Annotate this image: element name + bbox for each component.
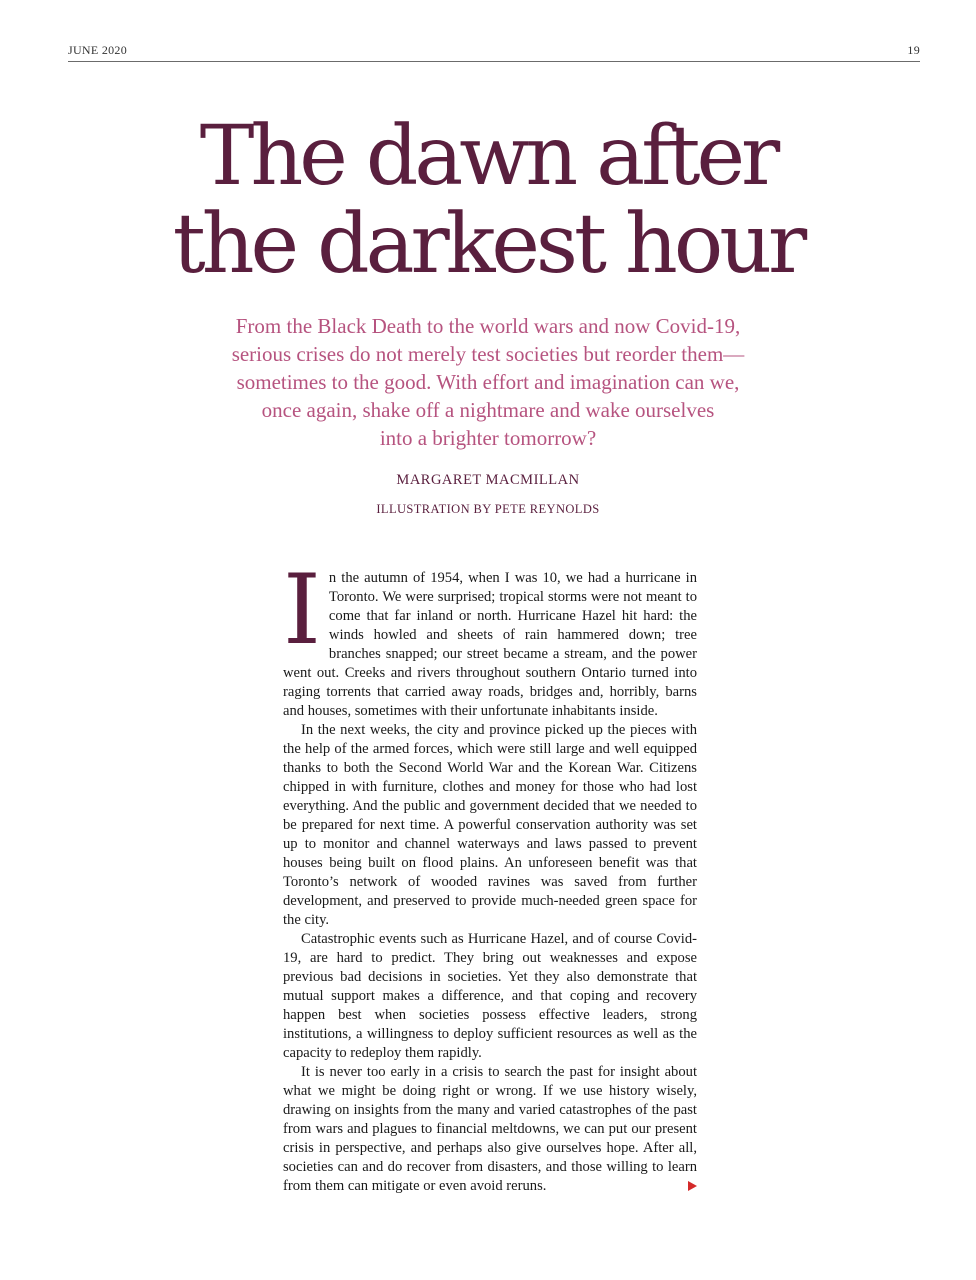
- standfirst-line: From the Black Death to the world wars and now Covid-19,: [235, 314, 741, 338]
- body-paragraph: In the next weeks, the city and province picked up the pieces with the help of the armed forces, which were still large and well equipped thanks to both the Second World War and the Korean War. Citizens chipped in with furniture, clothes and money for those who had lost everything. And the public and government decided that we needed to be prepared for next time. A powerful conservation authority was set up to monitor and channel waterways and laws passed to prevent houses being built on flood plains. An unforeseen benefit was that Toronto’s network of wooded ravines was saved from further development, and preserved to provide much-needed green space for the city.: [283, 722, 697, 928]
- paragraph-text: It is never too early in a crisis to search the past for insight about what we might be doing right or wrong. If we use history wisely, drawing on insights from the many and varied catastrophes of the past from wars and plagues to financial meltdowns, we can put our present crisis in perspective, and perhaps also give ourselves hope. After all, societies can and do recover from disasters, and those willing to learn from them can mitigate or even avoid reruns.: [283, 1064, 697, 1194]
- standfirst-line: sometimes to the good. With effort and imagination can we,: [236, 370, 740, 394]
- article-standfirst: [180, 312, 796, 452]
- paragraph-text: n the autumn of 1954, when I was 10, we had a hurricane in Toronto. We were surprised; tropical storms were not meant to come that far inland or north. Hurricane Hazel hit hard: the winds howled and sheets of rain hammered down; tree branches snapped; our street became a stream, and the power went out. Creeks and rivers throughout southern Ontario turned into raging torrents that carried away roads, bridges and, horribly, barns and houses, sometimes with their unfortunate inhabitants inside.: [283, 570, 697, 719]
- standfirst-line: serious crises do not merely test societies but reorder them—: [231, 342, 745, 366]
- body-paragraph: [283, 554, 697, 721]
- article-title-line-2: the darkest hour: [172, 197, 804, 292]
- article-title: [0, 109, 976, 292]
- standfirst-line: into a brighter tomorrow?: [379, 426, 597, 450]
- running-header: [68, 43, 920, 62]
- author-byline: MARGARET MACMILLAN: [396, 472, 580, 488]
- issue-date: JUNE 2020: [68, 43, 128, 57]
- article-body: [283, 554, 697, 1196]
- body-paragraph: Catastrophic events such as Hurricane Hazel, and of course Covid-19, are hard to predict. They bring out weaknesses and expose previous bad decisions in societies. Yet they also demonstrate that mutual support makes a difference, and that coping and recovery happen best when societies possess effective leaders, strong institutions, a willingness to deploy sufficient resources as well as the capacity to redeploy them rapidly.: [283, 931, 697, 1061]
- page-number: 19: [907, 43, 920, 57]
- article-title-line-1: The dawn after: [199, 109, 777, 204]
- body-paragraph: [283, 1063, 697, 1196]
- end-of-article-triangle-icon: [688, 1181, 697, 1191]
- standfirst-line: once again, shake off a nightmare and wake ourselves: [261, 398, 715, 422]
- illustration-credit: ILLUSTRATION BY PETE REYNOLDS: [376, 502, 600, 516]
- drop-cap: I: [283, 554, 321, 666]
